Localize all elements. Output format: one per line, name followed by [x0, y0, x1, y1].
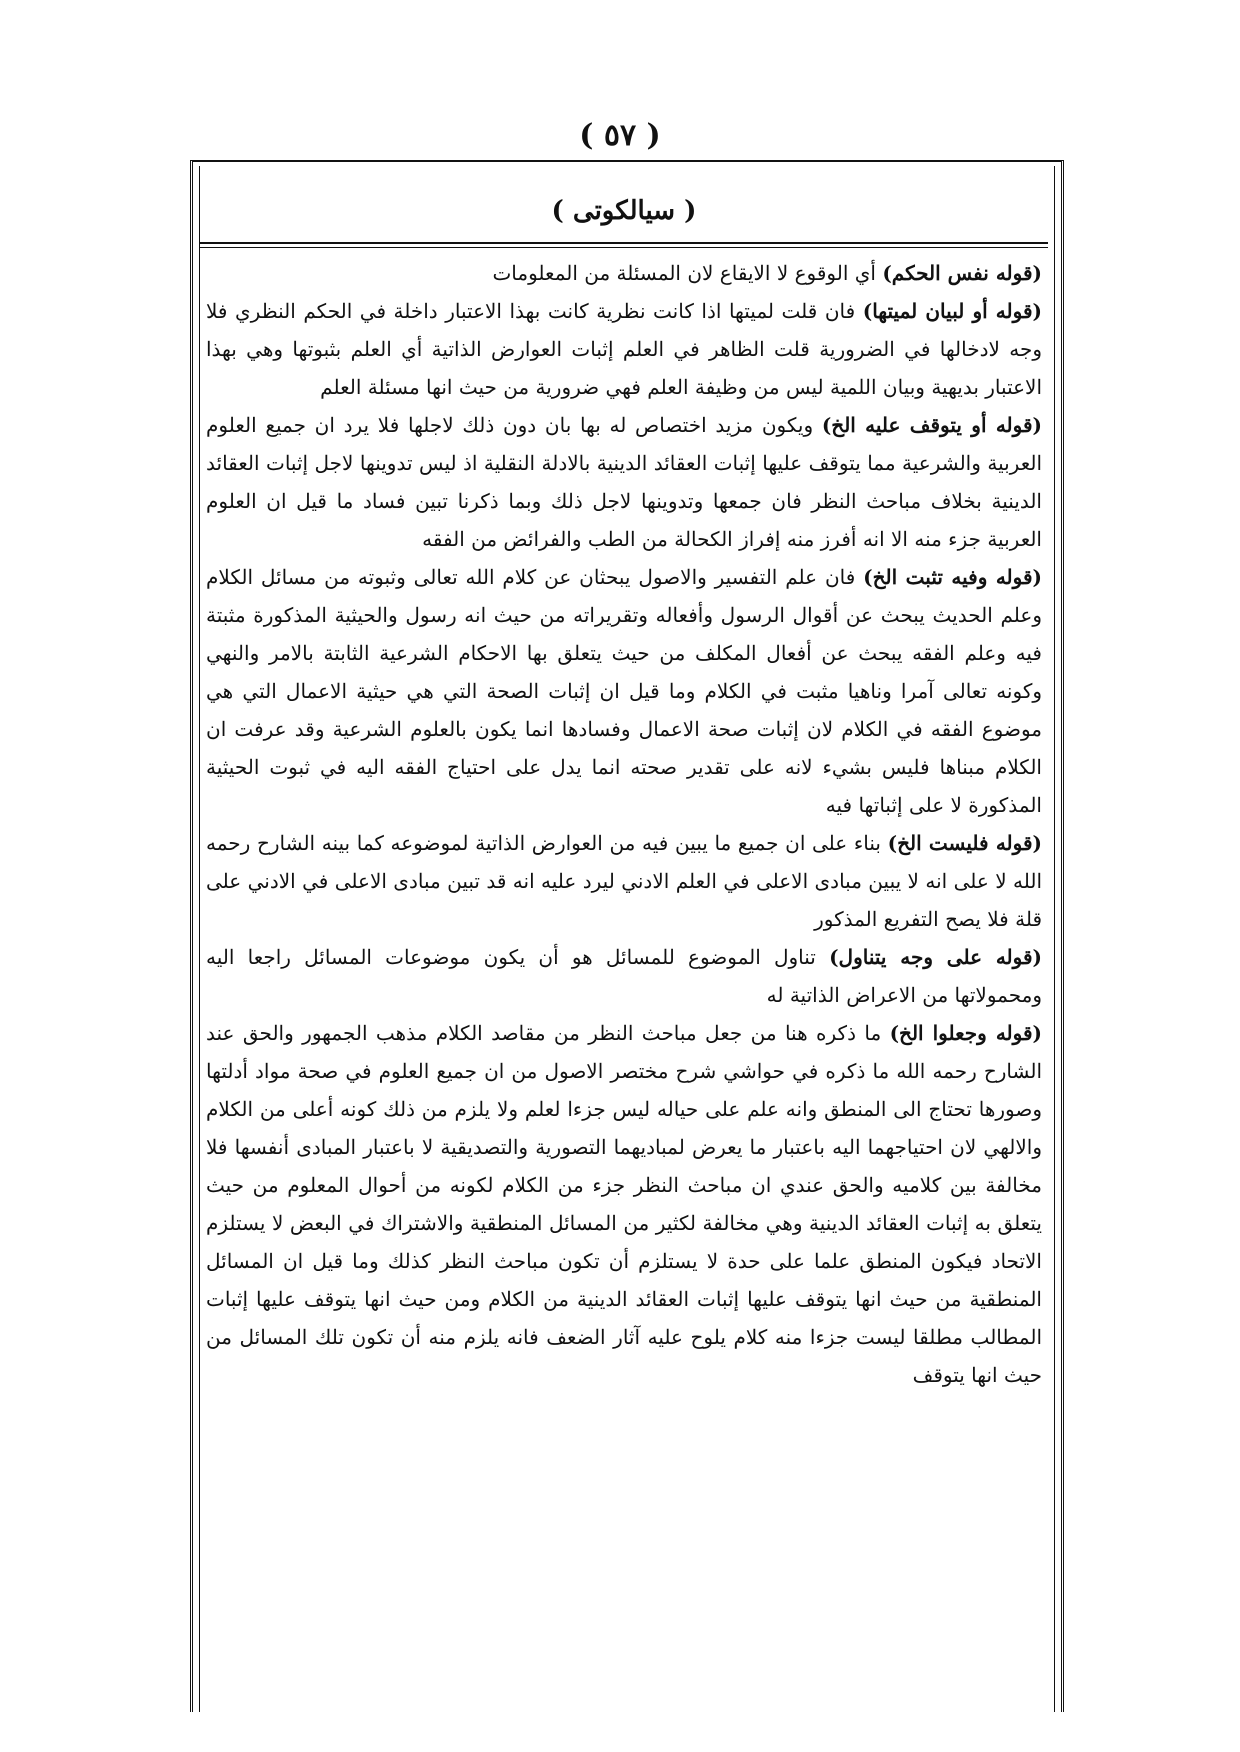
commentary-entry: [206, 938, 1042, 1014]
entry-text: فان قلت لميتها اذا كانت نظرية كانت بهذا الاعتبار داخلة في الحكم النظري فلا وجه لادخالها في الضرورية قلت الظاهر في العلم إثبات العوارض الذاتية أي العلم بثبوتها وهي بهذا الاعتبار بديهية وبيان اللمية ليس من وظيفة العلم فهي ضرورية من حيث انها مسئلة العلم: [206, 299, 1042, 399]
commentary-entry: [206, 292, 1042, 406]
header-rule-thin: [200, 247, 1048, 248]
entry-text: أي الوقوع لا الايقاع لان المسئلة من المعلومات: [492, 261, 876, 285]
entry-lemma: (قوله على وجه يتناول): [829, 945, 1043, 969]
entry-text: تناول الموضوع للمسائل هو أن يكون موضوعات المسائل راجعا اليه ومحمولاتها من الاعراض الذاتية له: [206, 945, 1042, 1007]
entry-lemma: (قوله فليست الخ): [887, 831, 1042, 855]
commentary-body: [206, 254, 1042, 1394]
header-rule: [200, 242, 1048, 244]
running-header: ( سيالكوتى ): [551, 196, 697, 226]
page-number: ( ٥٧ ): [579, 118, 661, 153]
entry-lemma: (قوله وجعلوا الخ): [889, 1021, 1042, 1045]
entry-text: ما ذكره هنا من جعل مباحث النظر من مقاصد الكلام مذهب الجمهور والحق عند الشارح رحمه الله ما ذكره في حواشي شرح مختصر الاصول من ان جميع العلوم في صحة مواد أدلتها وصورها تحتاج الى المنطق وانه علم على حياله ليس جزءا لعلم ولا يلزم من ذلك كونه أعلى من الكلام والالهي لان احتياجهما اليه باعتبار ما يعرض لمباديهما التصورية والتصديقية لا باعتبار المبادى أنفسها فلا مخالفة بين كلاميه والحق عندي ان مباحث النظر جزء من الكلام لكونه من أحوال المعلوم من حيث يتعلق به إثبات العقائد الدينية وهي مخالفة لكثير من المسائل المنطقية والاشتراك في البعض لا يستلزم الاتحاد فيكون المنطق علما على حدة لا يستلزم أن تكون مباحث النظر كذلك وما قيل ان المسائل المنطقية من حيث انها يتوقف عليها إثبات العقائد الدينية من الكلام ومن حيث انها يتوقف عليها إثبات المطالب مطلقا ليست جزءا منه كلام يلوح عليه آثار الضعف فانه يلزم منه أن تكون تلك المسائل من حيث انها يتوقف: [206, 1021, 1043, 1387]
entry-text: ويكون مزيد اختصاص له بها بان دون ذلك لاجلها فلا يرد ان جميع العلوم العربية والشرعية مما يتوقف عليها إثبات العقائد الدينية بالادلة النقلية اذ ليس تدوينها لاجل إثبات العقائد الدينية بخلاف مباحث النظر فان جمعها وتدوينها لاجل ذلك وبما ذكرنا تبين فساد ما قيل ان العلوم العربية جزء منه الا انه أفرز منه إفراز الكحالة من الطب والفرائض من الفقه: [206, 413, 1042, 551]
entry-text: بناء على ان جميع ما يبين فيه من العوارض الذاتية لموضوعه كما بينه الشارح رحمه الله لا على انه لا يبين مبادى الاعلى في العلم الادني ليرد عليه انه قد تبين مبادى الاعلى في الادني على قلة فلا يصح التفريع المذكور: [206, 831, 1042, 931]
commentary-entry: [206, 1014, 1042, 1394]
entry-text: فان علم التفسير والاصول يبحثان عن كلام الله تعالى وثبوته من مسائل الكلام وعلم الحديث يبحث عن أقوال الرسول وأفعاله وتقريراته من حيث انه رسول والحيثية المذكورة مثبتة فيه وعلم الفقه يبحث عن أفعال المكلف من حيث يتعلق بها الاحكام الشرعية الثابتة بالامر والنهي وكونه تعالى آمرا وناهيا مثبت في الكلام وما قيل ان إثبات الصحة التي هي حيثية الاعمال التي هي موضوع الفقه في الكلام لان إثبات صحة الاعمال وفسادها انما يكون بالعلوم الشرعية وقد عرفت ان الكلام مبناها فليس بشيء لانه على تقدير صحته انما يدل على احتياج الفقه اليه في ثبوت الحيثية المذكورة لا على إثباتها فيه: [206, 565, 1043, 817]
commentary-entry: [206, 254, 1042, 292]
entry-lemma: (قوله وفيه تثبت الخ): [863, 565, 1042, 589]
commentary-entry: [206, 824, 1042, 938]
entry-lemma: (قوله نفس الحكم): [882, 261, 1042, 285]
entry-lemma: (قوله أو يتوقف عليه الخ): [821, 413, 1042, 437]
commentary-entry: [206, 558, 1042, 824]
commentary-entry: [206, 406, 1042, 558]
entry-lemma: (قوله أو لبيان لميتها): [862, 299, 1042, 323]
